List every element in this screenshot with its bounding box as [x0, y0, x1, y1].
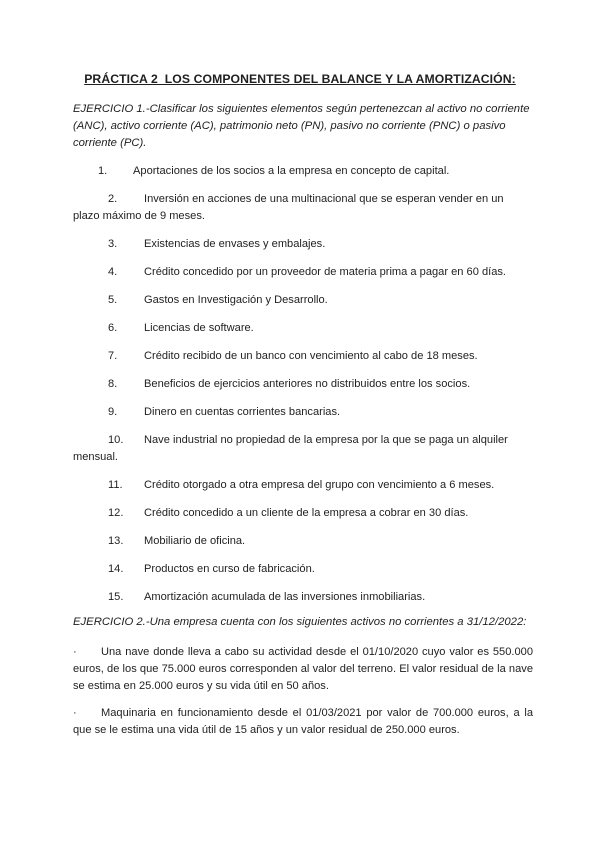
list-item: [73, 376, 533, 393]
list-item-number: 15.: [108, 591, 124, 603]
bullet-item: [73, 705, 533, 739]
list-item: [73, 561, 533, 578]
list-item: [73, 533, 533, 550]
list-item-number: 9.: [108, 406, 118, 418]
list-item-number: 12.: [108, 507, 124, 519]
list-item-text: [73, 320, 533, 337]
bullet-text: Una nave donde lleva a cabo su actividad desde el 01/10/2020 cuyo valor es 550.000 euros, de los que 75.000 euros corresponden al valor del terreno. El valor residual de la nave se estima en 25.000 euros y su vida útil en 50 años.: [73, 646, 533, 692]
list-item-line: Productos en curso de fabricación.: [144, 563, 315, 575]
list-item-text: [73, 236, 533, 253]
list-item-continuation: mensual.: [73, 451, 119, 463]
list-item-line: Aportaciones de los socios a la empresa en concepto de capital.: [133, 165, 450, 177]
list-item: [73, 432, 533, 466]
list-item: [73, 320, 533, 337]
list-item-number: 5.: [108, 294, 118, 306]
list-item-line: Crédito concedido por un proveedor de materia prima a pagar en 60 días.: [144, 266, 506, 278]
list-item-text: [73, 404, 533, 421]
list-item-line: Beneficios de ejercicios anteriores no distribuidos entre los socios.: [144, 378, 471, 390]
bullet-icon: ·: [73, 646, 77, 658]
bullet-icon: ·: [73, 707, 77, 719]
list-item-number: 6.: [108, 322, 118, 334]
exercise-2-statement: EJERCICIO 2.-Una empresa cuenta con los siguientes activos no corrientes a 31/12/2022:: [73, 616, 527, 628]
list-item: [73, 292, 533, 309]
list-item: [73, 348, 533, 365]
list-item-number: 11.: [108, 479, 123, 491]
list-item: [73, 264, 533, 281]
list-item: [73, 505, 533, 522]
list-item: [73, 589, 533, 606]
list-item-text: [73, 432, 533, 466]
list-item-line: Crédito recibido de un banco con vencimiento al cabo de 18 meses.: [144, 350, 478, 362]
list-item-number: 3.: [108, 238, 118, 250]
list-item-number: 2.: [108, 193, 118, 205]
list-item: [73, 191, 533, 225]
list-item-number: 10.: [108, 434, 124, 446]
list-item-number: 13.: [108, 535, 124, 547]
list-item-continuation: plazo máximo de 9 meses.: [73, 210, 205, 222]
list-item-text: [73, 292, 533, 309]
list-item-text: [73, 163, 533, 180]
list-item-text: [73, 561, 533, 578]
list-item-number: 8.: [108, 378, 118, 390]
list-item-text: [73, 589, 533, 606]
list-item-line: Nave industrial no propiedad de la empresa por la que se paga un alquiler: [144, 434, 508, 446]
list-item-line: Crédito otorgado a otra empresa del grupo con vencimiento a 6 meses.: [144, 479, 495, 491]
exercise-1-statement: EJERCICIO 1.-Clasificar los siguientes elementos según pertenezcan al activo no corriente (ANC), activo corriente (AC), patrimonio neto (PN), pasivo no corriente (PNC) o pasivo corriente (PC).: [73, 103, 530, 149]
list-item-line: Gastos en Investigación y Desarrollo.: [144, 294, 328, 306]
list-item-line: Mobiliario de oficina.: [144, 535, 246, 547]
bullet-text: Maquinaria en funcionamiento desde el 01/03/2021 por valor de 700.000 euros, a la que se le estima una vida útil de 15 años y un valor residual de 250.000 euros.: [73, 707, 533, 736]
list-item-text: [73, 191, 533, 225]
list-item-number: 4.: [108, 266, 118, 278]
list-item-text: [73, 348, 533, 365]
list-item-number: 7.: [108, 350, 118, 362]
list-item-text: [73, 264, 533, 281]
list-item-number: 14.: [108, 563, 124, 575]
list-item-text: [73, 376, 533, 393]
page-title: PRÁCTICA 2_LOS COMPONENTES DEL BALANCE Y LA AMORTIZACIÓN:: [84, 72, 516, 86]
list-item: [73, 477, 533, 494]
list-item-text: [73, 477, 533, 494]
list-item-line: Existencias de envases y embalajes.: [144, 238, 326, 250]
bullet-item: [73, 644, 533, 695]
list-item-line: Amortización acumulada de las inversiones inmobiliarias.: [144, 591, 426, 603]
list-item-line: Dinero en cuentas corrientes bancarias.: [144, 406, 341, 418]
list-item-text: [73, 505, 533, 522]
list-item: [73, 404, 533, 421]
list-item-line: Inversión en acciones de una multinacional que se esperan vender en un: [144, 193, 504, 205]
list-item-text: [73, 533, 533, 550]
list-item-number: 1.: [98, 165, 108, 177]
list-item: [73, 163, 533, 180]
list-item-line: Licencias de software.: [144, 322, 254, 334]
list-item-line: Crédito concedido a un cliente de la empresa a cobrar en 30 días.: [144, 507, 469, 519]
list-item: [73, 236, 533, 253]
